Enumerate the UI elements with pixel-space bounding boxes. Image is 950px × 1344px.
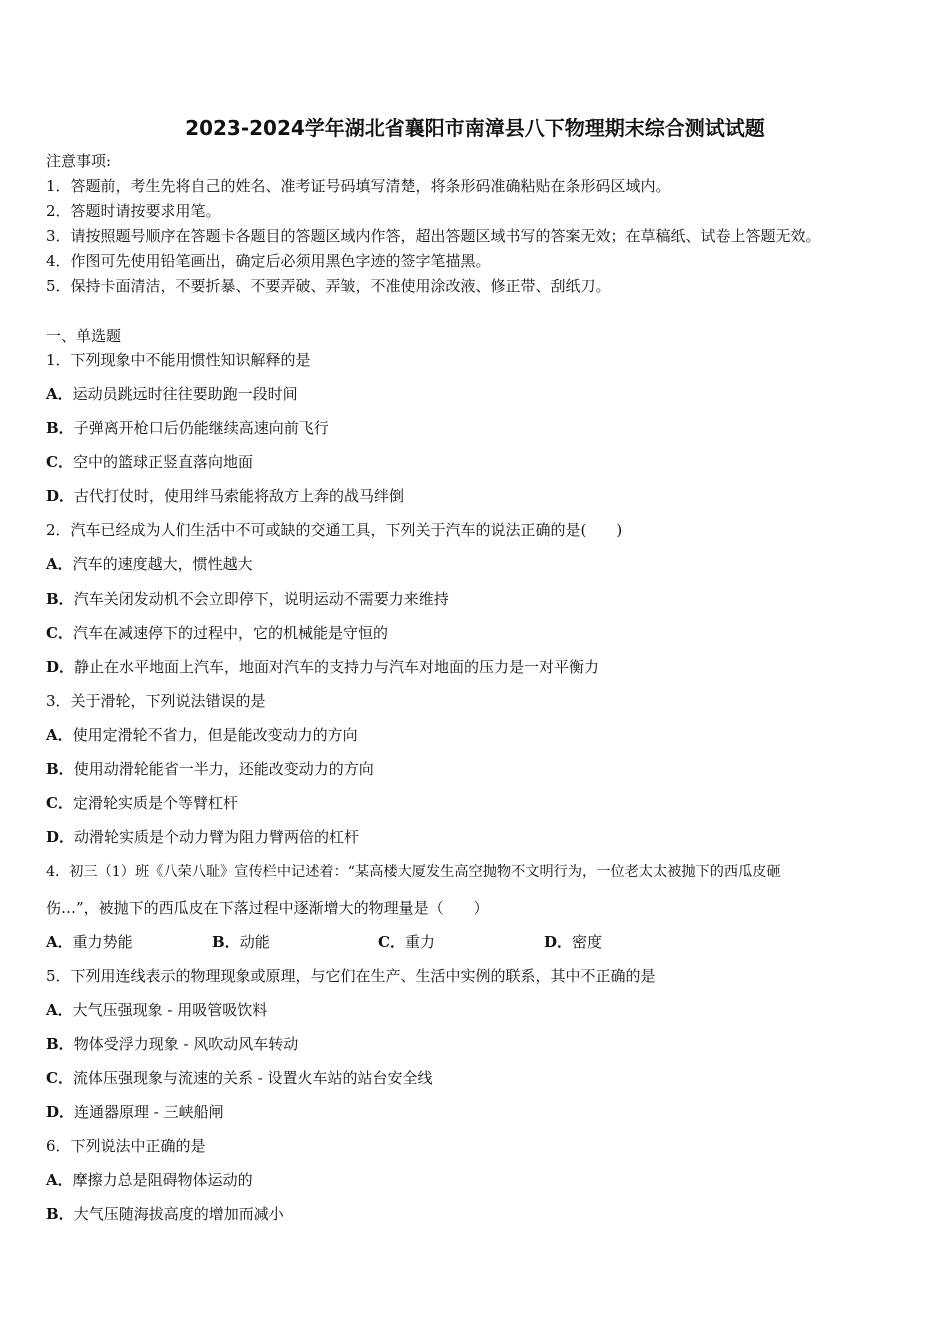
option-text: 汽车关闭发动机不会立即停下，说明运动不需要力来维持	[73, 590, 449, 608]
option-text: 使用定滑轮不省力，但是能改变动力的方向	[72, 726, 358, 744]
answer-option	[46, 793, 238, 813]
option-text: 摩擦力总是阻碍物体运动的	[72, 1171, 253, 1189]
option-text: 古代打仗时，使用绊马索能将敌方上奔的战马绊倒	[74, 487, 405, 505]
option-label: C．	[378, 933, 405, 951]
answer-option	[46, 1102, 224, 1122]
question-stem: 2．汽车已经成为人们生活中不可或缺的交通工具，下列关于汽车的说法正确的是( )	[46, 521, 623, 539]
option-label: B．	[46, 760, 74, 778]
option-text: 运动员跳远时往往要助跑一段时间	[72, 385, 298, 403]
question-stem-continued: 伤…”，被抛下的西瓜皮在下落过程中逐渐增大的物理量是（ ）	[46, 899, 489, 917]
answer-option	[46, 1068, 433, 1088]
section-heading: 一、单选题	[46, 327, 122, 345]
page-title: 2023-2024学年湖北省襄阳市南漳县八下物理期末综合测试试题	[185, 116, 765, 140]
answer-option	[46, 827, 359, 847]
option-text: 使用动滑轮能省一半力，还能改变动力的方向	[73, 760, 374, 778]
option-text: 大气压强现象 - 用吸管吸饮料	[72, 1001, 268, 1019]
answer-option	[46, 486, 404, 506]
option-label: C．	[46, 794, 73, 812]
option-text: 连通器原理 - 三峡船闸	[74, 1103, 224, 1121]
answer-option	[46, 384, 298, 404]
option-label: D．	[46, 1103, 75, 1121]
option-label: A．	[46, 1001, 73, 1019]
option-label: B．	[46, 1205, 74, 1223]
option-text: 物体受浮力现象 - 风吹动风车转动	[73, 1035, 299, 1053]
option-label: A．	[46, 726, 73, 744]
answer-option	[544, 932, 602, 952]
answer-option	[46, 1034, 298, 1054]
option-label: A．	[46, 1171, 73, 1189]
question-stem: 4．初三（1）班《八荣八耻》宣传栏中记述着：“某高楼大厦发生高空抛物不文明行为，一位老太太被抛下的西瓜皮砸	[46, 864, 781, 880]
option-text: 静止在水平地面上汽车，地面对汽车的支持力与汽车对地面的压力是一对平衡力	[74, 658, 600, 676]
option-text: 大气压随海拔高度的增加而减小	[73, 1205, 284, 1223]
option-label: D．	[46, 658, 75, 676]
answer-option	[378, 932, 544, 952]
option-label: A．	[46, 555, 73, 573]
option-label: B．	[212, 933, 240, 951]
answer-option	[46, 759, 374, 779]
option-text: 重力势能	[72, 933, 133, 951]
answer-option	[46, 623, 388, 643]
option-text: 汽车在减速停下的过程中，它的机械能是守恒的	[72, 624, 388, 642]
option-label: C．	[46, 624, 73, 642]
option-label: B．	[46, 1035, 74, 1053]
answer-option	[46, 725, 358, 745]
option-label: D．	[46, 828, 75, 846]
option-label: B．	[46, 419, 74, 437]
question-stem: 3．关于滑轮，下列说法错误的是	[46, 692, 266, 710]
option-text: 流体压强现象与流速的关系 - 设置火车站的站台安全线	[72, 1069, 433, 1087]
answer-option	[46, 1000, 267, 1020]
notice-heading: 注意事项:	[46, 152, 112, 170]
answer-option	[46, 657, 599, 677]
answer-option	[46, 1204, 284, 1224]
answer-option	[46, 932, 212, 952]
option-text: 汽车的速度越大，惯性越大	[72, 555, 253, 573]
option-text: 动滑轮实质是个动力臂为阻力臂两倍的杠杆	[74, 828, 360, 846]
option-label: B．	[46, 590, 74, 608]
answer-option	[46, 1170, 253, 1190]
notice-item: 4．作图可先使用铅笔画出，确定后必须用黑色字迹的签字笔描黑。	[46, 252, 491, 270]
option-text: 空中的篮球正竖直落向地面	[72, 453, 253, 471]
notice-item: 2．答题时请按要求用笔。	[46, 202, 221, 220]
question-stem: 6．下列说法中正确的是	[46, 1137, 206, 1155]
question-stem: 5．下列用连线表示的物理现象或原理，与它们在生产、生活中实例的联系，其中不正确的是	[46, 967, 656, 985]
option-label: A．	[46, 385, 73, 403]
answer-option	[212, 932, 378, 952]
answer-options-row	[46, 932, 602, 952]
option-label: C．	[46, 1069, 73, 1087]
option-text: 子弹离开枪口后仍能继续高速向前飞行	[73, 419, 329, 437]
option-text: 动能	[239, 933, 270, 951]
notice-item: 5．保持卡面清洁，不要折暴、不要弄破、弄皱，不准使用涂改液、修正带、刮纸刀。	[46, 277, 611, 295]
question-stem: 1．下列现象中不能用惯性知识解释的是	[46, 351, 311, 369]
answer-option	[46, 452, 253, 472]
option-text: 重力	[404, 933, 435, 951]
answer-option	[46, 589, 449, 609]
notice-item: 3．请按照题号顺序在答题卡各题目的答题区域内作答，超出答题区域书写的答案无效；在草稿纸、试卷上答题无效。	[46, 227, 821, 245]
option-label: D．	[46, 487, 75, 505]
answer-option	[46, 418, 329, 438]
option-label: A．	[46, 933, 73, 951]
option-text: 定滑轮实质是个等臂杠杆	[72, 794, 238, 812]
answer-option	[46, 554, 253, 574]
option-label: C．	[46, 453, 73, 471]
option-label: D．	[544, 933, 573, 951]
notice-item: 1．答题前，考生先将自己的姓名、准考证号码填写清楚，将条形码准确粘贴在条形码区域内。	[46, 177, 671, 195]
option-text: 密度	[572, 933, 603, 951]
